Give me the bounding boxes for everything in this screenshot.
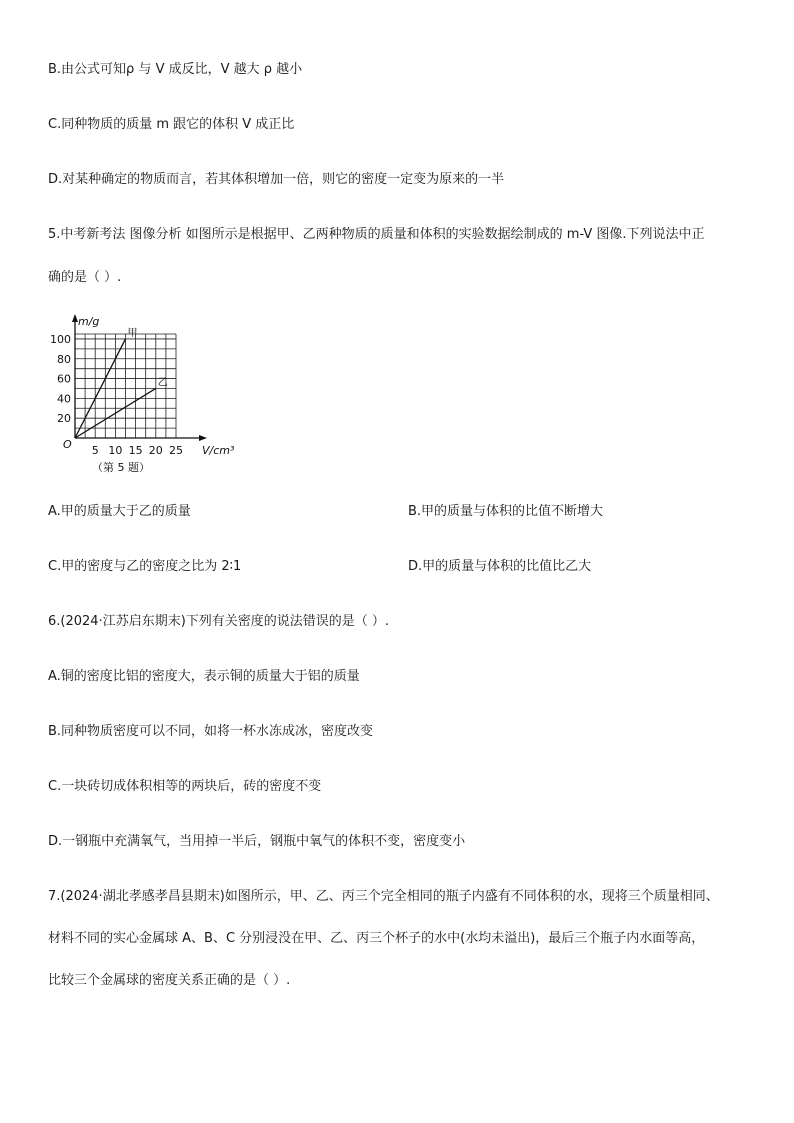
y-axis-label: m/g bbox=[78, 315, 100, 328]
x-tick-label: 20 bbox=[148, 444, 163, 457]
x-tick-label: 25 bbox=[169, 444, 183, 457]
q5-stem-line1: 5.中考新考法 图像分析 如图所示是根据甲、乙两种物质的质量和体积的实验数据绘制成的 m-V 图像.下列说法中正 bbox=[48, 227, 705, 242]
q4-option-d: D.对某种确定的物质而言，若其体积增加一倍，则它的密度一定变为原来的一半 bbox=[48, 172, 505, 187]
y-tick-label: 100 bbox=[50, 332, 71, 346]
q7-stem-line3: 比较三个金属球的密度关系正确的是（ ）. bbox=[48, 973, 291, 988]
x-axis-label: V/cm³ bbox=[202, 444, 235, 457]
q4-option-c: C.同种物质的质量 m 跟它的体积 V 成正比 bbox=[48, 117, 295, 132]
q5-option-d: D.甲的质量与体积的比值比乙大 bbox=[408, 559, 592, 574]
x-axis-arrow bbox=[199, 435, 207, 441]
x-tick-label: 5 bbox=[91, 444, 99, 457]
mv-graph bbox=[40, 308, 250, 478]
q4-option-b: B.由公式可知ρ 与 V 成反比，V 越大 ρ 越小 bbox=[48, 62, 303, 77]
q5-stem-line2: 确的是（ ）. bbox=[48, 270, 122, 285]
y-tick-label: 20 bbox=[57, 412, 71, 426]
y-tick-label: 80 bbox=[57, 352, 71, 366]
y-tick-label: 40 bbox=[57, 392, 71, 406]
x-tick-label: 10 bbox=[108, 444, 123, 457]
q7-stem-line1: 7.(2024·湖北孝感孝昌县期末)如图所示，甲、乙、丙三个完全相同的瓶子内盛有不同体积的水，现将三个质量相同、 bbox=[48, 889, 719, 904]
q6-option-c: C.一块砖切成体积相等的两块后，砖的密度不变 bbox=[48, 779, 322, 794]
y-tick-label: 60 bbox=[57, 372, 71, 386]
q6-option-a: A.铜的密度比铝的密度大，表示铜的质量大于铝的质量 bbox=[48, 669, 360, 684]
q6-option-d: D.一钢瓶中充满氧气，当用掉一半后，钢瓶中氧气的体积不变，密度变小 bbox=[48, 834, 466, 849]
q5-option-a: A.甲的质量大于乙的质量 bbox=[48, 504, 191, 519]
x-tick-label: 15 bbox=[128, 444, 143, 457]
q6-stem: 6.(2024·江苏启东期末)下列有关密度的说法错误的是（ ）. bbox=[48, 614, 390, 629]
q7-stem-line2: 材料不同的实心金属球 A、B、C 分别浸没在甲、乙、丙三个杯子的水中(水均未溢出)，最后三个瓶子内水面等高， bbox=[48, 931, 705, 946]
series-label-yi: 乙 bbox=[157, 377, 168, 389]
series-label-jia: 甲 bbox=[127, 327, 138, 339]
q5-option-b: B.甲的质量与体积的比值不断增大 bbox=[408, 504, 604, 519]
figure-caption: （第 5 题） bbox=[92, 461, 150, 474]
q5-option-c: C.甲的密度与乙的密度之比为 2∶1 bbox=[48, 559, 242, 574]
origin-label: O bbox=[63, 438, 72, 451]
q6-option-b: B.同种物质密度可以不同，如将一杯水冻成冰，密度改变 bbox=[48, 724, 374, 739]
